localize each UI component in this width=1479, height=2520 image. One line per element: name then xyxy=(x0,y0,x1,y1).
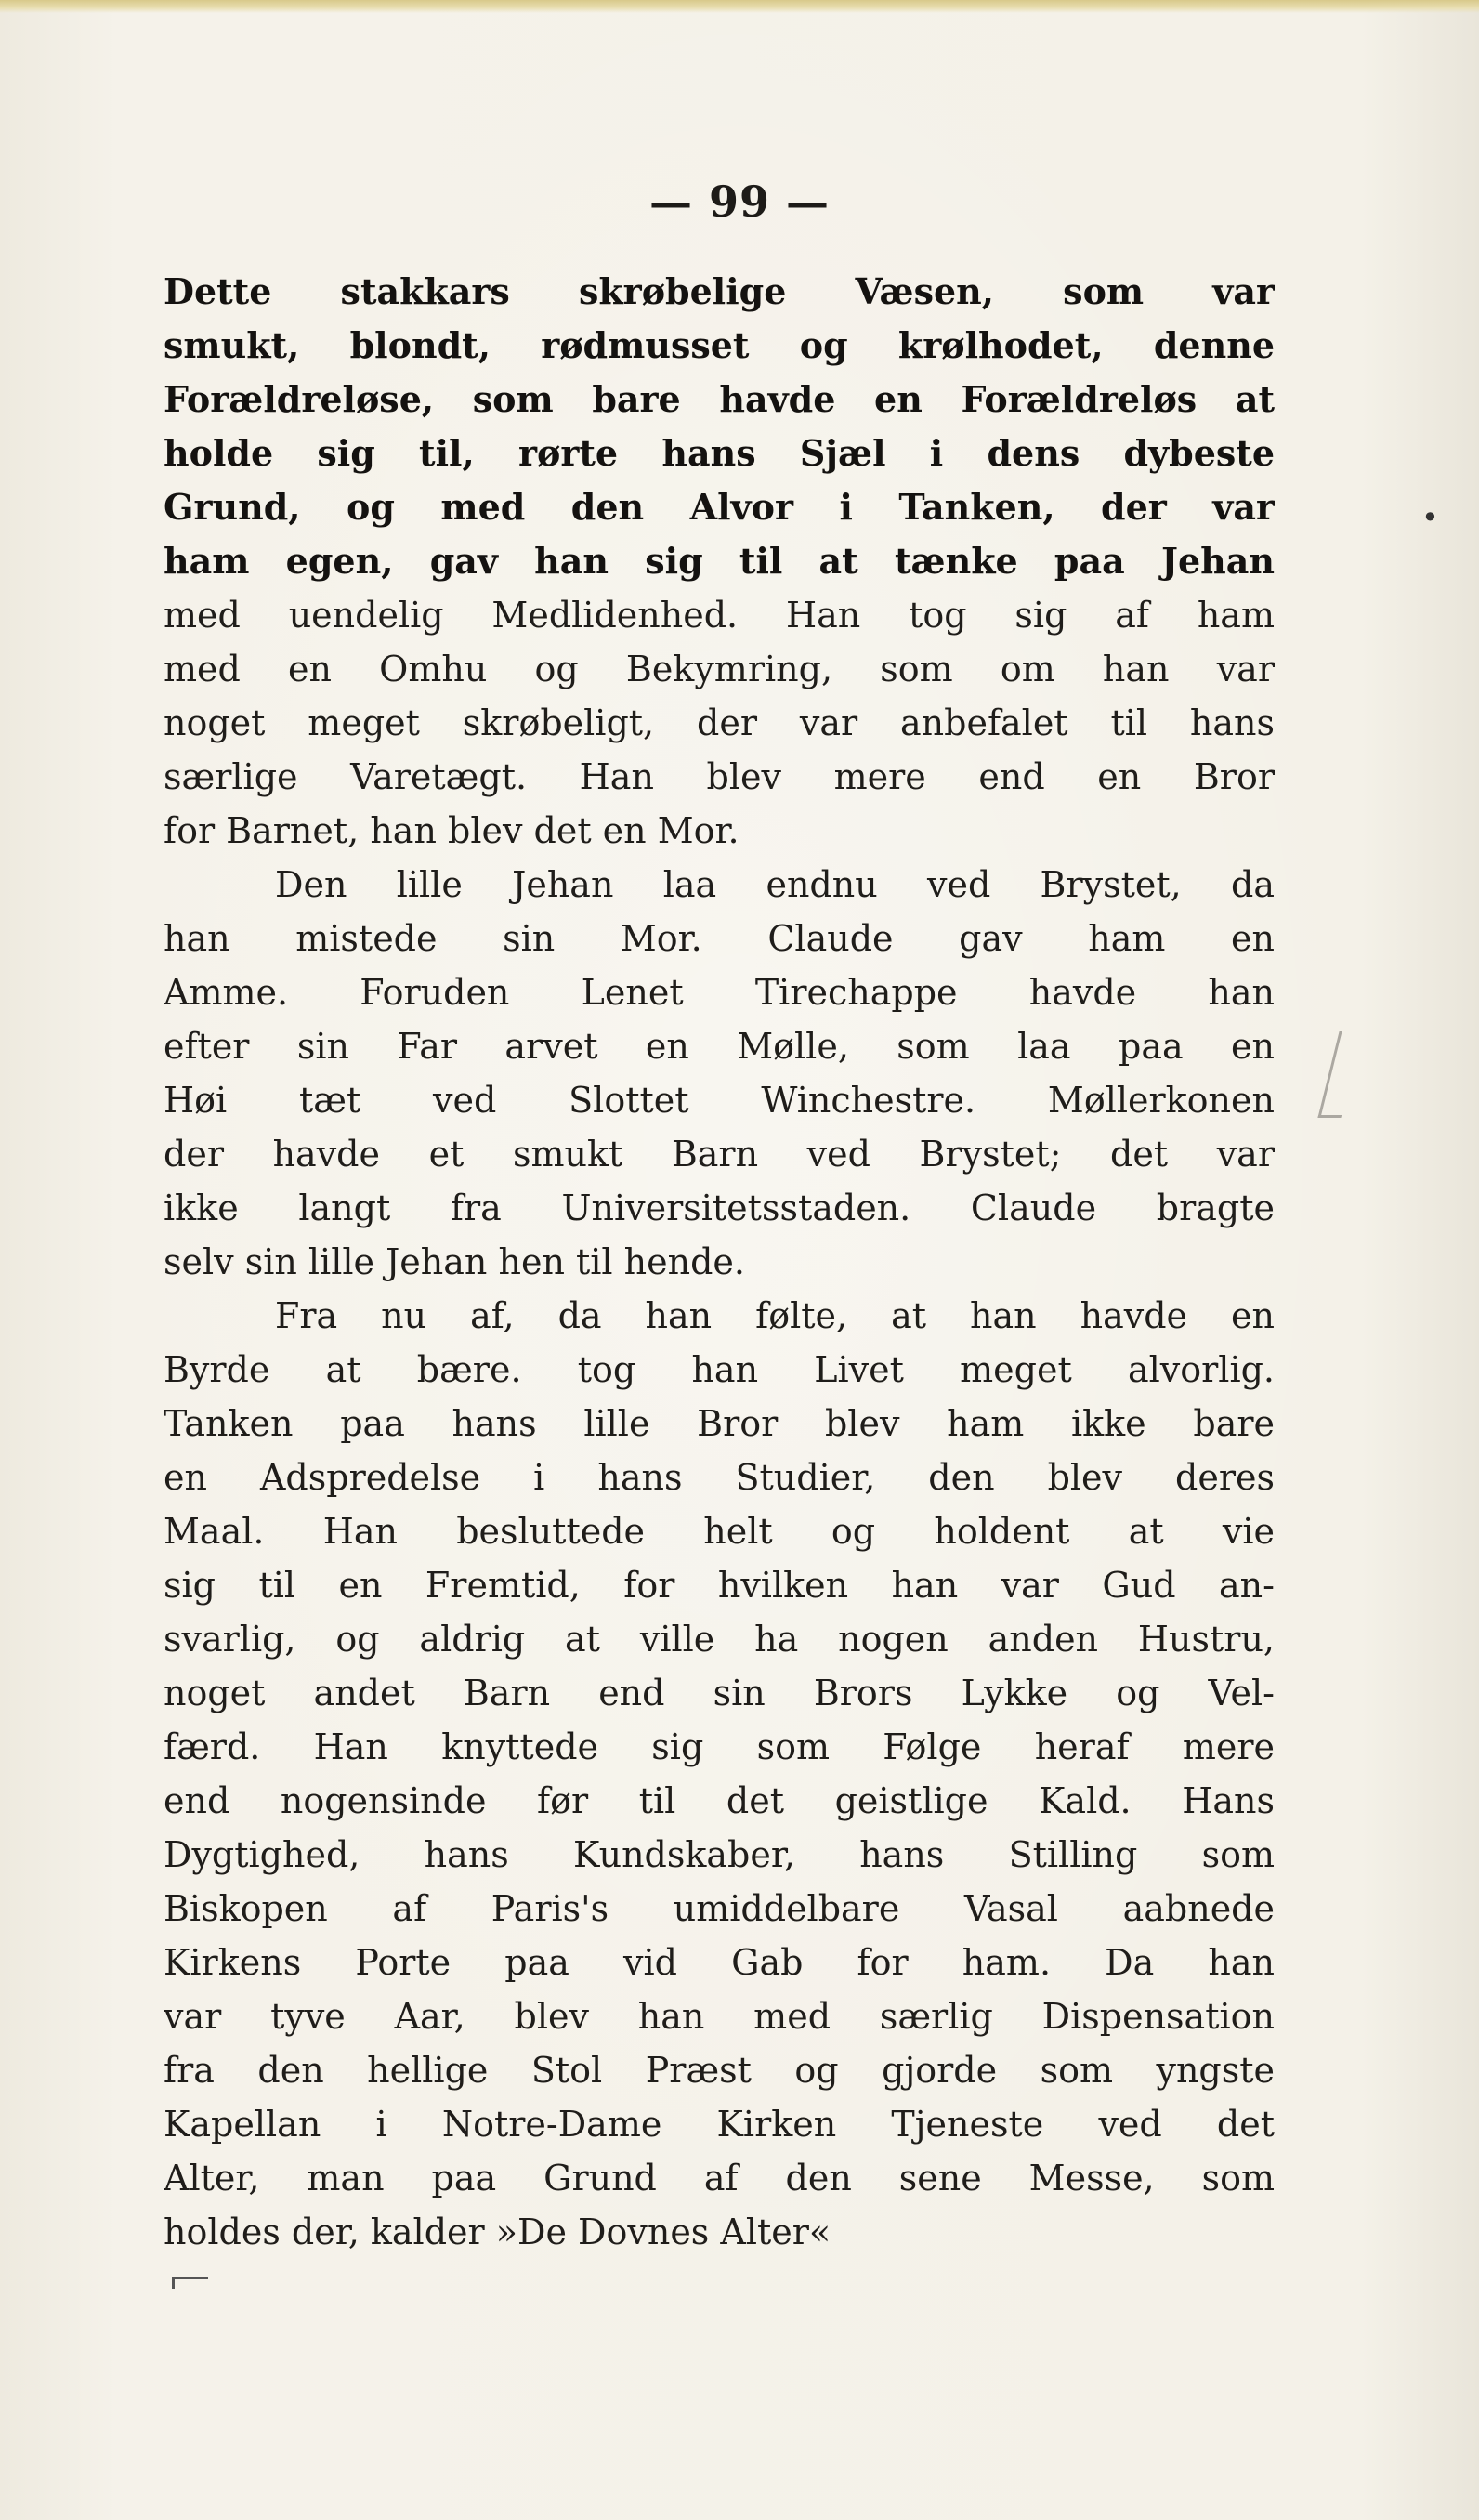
text-line: Høi tæt ved Slottet Winchestre. Møllerkonen xyxy=(164,1080,1275,1121)
text-line: for Barnet, han blev det en Mor. xyxy=(164,810,740,851)
text-line: en Adspredelse i hans Studier, den blev deres xyxy=(164,1457,1275,1498)
corner-mark xyxy=(172,2277,208,2289)
text-line: Dette stakkars skrøbelige Væsen, som var xyxy=(164,270,1275,312)
text-line: noget meget skrøbeligt, der var anbefalet til hans xyxy=(164,702,1275,743)
text-line: noget andet Barn end sin Brors Lykke og Vel- xyxy=(164,1673,1275,1713)
text-line: svarlig, og aldrig at ville ha nogen anden Hustru, xyxy=(164,1619,1275,1660)
text-line: med en Omhu og Bekymring, som om han var xyxy=(164,649,1275,689)
text-line: Biskopen af Paris's umiddelbare Vasal aabnede xyxy=(164,1888,1275,1929)
text-line: selv sin lille Jehan hen til hende. xyxy=(164,1241,745,1282)
text-line: færd. Han knyttede sig som Følge heraf mere xyxy=(164,1726,1275,1767)
text-line: Dygtighed, hans Kundskaber, hans Stilling som xyxy=(164,1834,1275,1875)
text-line: Kirkens Porte paa vid Gab for ham. Da han xyxy=(164,1942,1275,1983)
text-line: Tanken paa hans lille Bror blev ham ikke bare xyxy=(164,1403,1275,1444)
text-line: fra den hellige Stol Præst og gjorde som yngste xyxy=(164,2050,1275,2091)
text-line: Grund, og med den Alvor i Tanken, der var xyxy=(164,486,1275,528)
text-line: smukt, blondt, rødmusset og krølhodet, denne xyxy=(164,324,1275,366)
text-line: Amme. Foruden Lenet Tirechappe havde han xyxy=(164,972,1275,1013)
text-line: ham egen, gav han sig til at tænke paa Jehan xyxy=(164,540,1275,582)
text-line: var tyve Aar, blev han med særlig Dispensation xyxy=(164,1996,1275,2037)
text-line: Fra nu af, da han følte, at han havde en xyxy=(275,1295,1275,1336)
pencil-margin-mark xyxy=(1317,1031,1362,1118)
text-line: Byrde at bære. tog han Livet meget alvorlig. xyxy=(164,1349,1275,1390)
text-line: efter sin Far arvet en Mølle, som laa paa en xyxy=(164,1026,1275,1067)
text-line: med uendelig Medlidenhed. Han tog sig af ham xyxy=(164,595,1275,636)
text-line: Kapellan i Notre-Dame Kirken Tjeneste ved det xyxy=(164,2104,1275,2145)
text-line: særlige Varetægt. Han blev mere end en Bror xyxy=(164,756,1275,797)
text-line: end nogensinde før til det geistlige Kald. Hans xyxy=(164,1780,1275,1821)
text-line: sig til en Fremtid, for hvilken han var Gud an- xyxy=(164,1565,1275,1606)
text-line: holdes der, kalder »De Dovnes Alter« xyxy=(164,2212,831,2252)
text-line: han mistede sin Mor. Claude gav ham en xyxy=(164,918,1275,959)
text-line: holde sig til, rørte hans Sjæl i dens dybeste xyxy=(164,432,1275,474)
text-line: Den lille Jehan laa endnu ved Brystet, da xyxy=(275,864,1275,905)
margin-dot: • xyxy=(1421,500,1439,535)
page-number: — 99 — xyxy=(648,177,831,227)
text-line: ikke langt fra Universitetsstaden. Claude bragte xyxy=(164,1188,1275,1228)
body-text xyxy=(164,265,1275,2259)
text-line: der havde et smukt Barn ved Brystet; det var xyxy=(164,1134,1275,1175)
page-top-edge xyxy=(0,0,1479,13)
text-line: Forældreløse, som bare havde en Forældreløs at xyxy=(164,378,1275,420)
text-line: Alter, man paa Grund af den sene Messe, som xyxy=(164,2158,1275,2198)
text-line: Maal. Han besluttede helt og holdent at vie xyxy=(164,1511,1275,1552)
